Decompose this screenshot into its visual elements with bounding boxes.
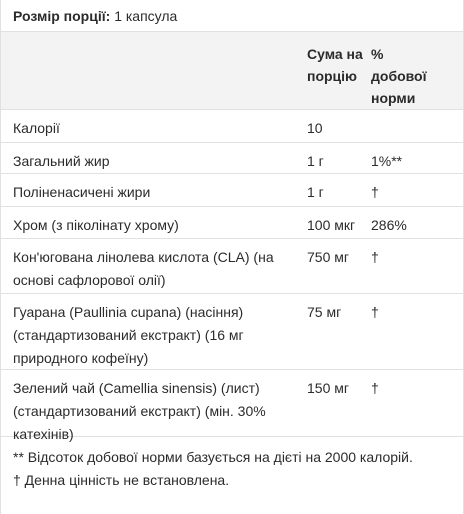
table-header [1,32,463,110]
footnote-not-established: † Денна цінність не встановлена. [13,472,230,488]
footnote-daily-value-basis: ** Відсоток добової норми базується на дієті на 2000 калорій. [13,449,413,465]
table-row [1,370,463,442]
nutrient-daily-value: † [371,184,379,200]
header-dv-line: норми [371,90,416,106]
nutrient-daily-value: † [371,249,379,265]
nutrient-name-line: катехінів) [13,426,74,442]
table-row [1,239,463,294]
nutrient-rows [1,110,463,442]
nutrient-amount: 1 г [307,153,324,169]
header-daily-value-cell [371,32,459,109]
header-dv-line: % [371,46,384,62]
nutrient-name-line: Загальний жир [13,153,110,169]
nutrient-amount: 150 мг [307,380,349,396]
nutrient-name-line: природного кофеїну) [13,350,149,366]
nutrient-name-line: (стандартизований екстракт) (мін. 30% [13,403,266,419]
nutrient-daily-value: 286% [371,217,407,233]
nutrient-name [1,143,307,173]
nutrient-name [1,110,307,142]
nutrient-amount: 75 мг [307,304,342,320]
table-row [1,294,463,370]
nutrient-name-line: Калорії [13,120,60,136]
nutrient-name-line: Кон'югована лінолева кислота (CLA) (на [13,249,274,265]
nutrient-amount: 1 г [307,184,324,200]
nutrient-name-line: Гуарана (Paullinia cupana) (насіння) [13,304,244,320]
nutrient-name-line: (стандартизований екстракт) (16 мг [13,327,244,343]
table-row [1,143,463,174]
header-amount-cell [307,32,371,109]
serving-size-label: Розмір порції: [13,8,111,24]
table-row [1,207,463,239]
header-amount-line: Сума на [307,46,363,62]
nutrient-name-line: Хром (з піколінату хрому) [13,217,179,233]
header-amount-line: порцію [307,68,358,84]
nutrient-name [1,294,307,369]
header-dv-line: добової [371,68,427,84]
table-row [1,174,463,207]
nutrient-name [1,207,307,238]
nutrient-name-line: Зелений чай (Camellia sinensis) (лист) [13,380,260,396]
nutrient-daily-value: † [371,304,379,320]
header-name-cell [1,32,307,109]
table-row [1,110,463,143]
nutrient-daily-value: 1%** [371,153,403,169]
nutrient-name [1,370,307,442]
nutrient-name-line: основі сафлорової олії) [13,272,166,288]
footnotes [1,437,463,492]
serving-size-value: 1 капсула [114,8,178,24]
nutrient-name [1,239,307,293]
nutrient-daily-value: † [371,380,379,396]
nutrient-amount: 100 мкг [307,217,356,233]
nutrient-name-line: Поліненасичені жири [13,184,151,200]
nutrient-amount: 10 [307,120,323,136]
serving-size-row [1,0,463,32]
nutrient-name [1,174,307,206]
nutrient-amount: 750 мг [307,249,349,265]
nutrient-daily-value [371,110,459,142]
